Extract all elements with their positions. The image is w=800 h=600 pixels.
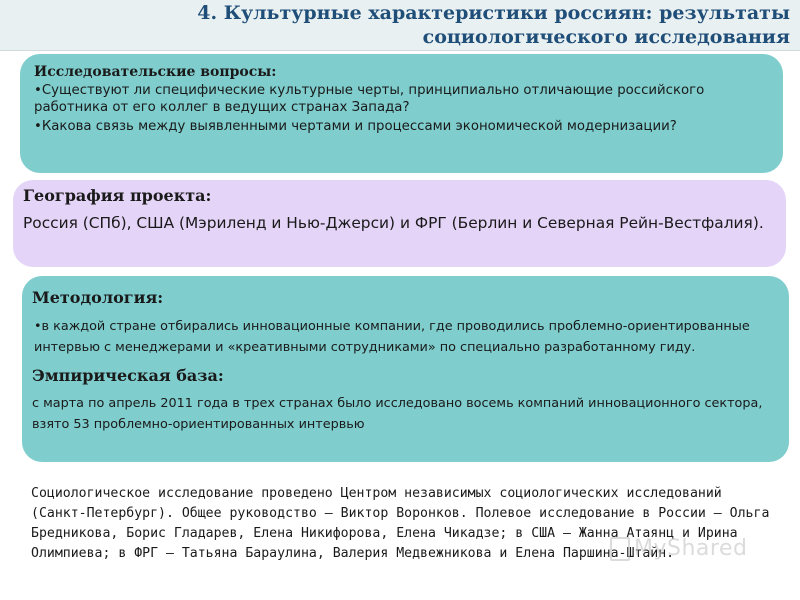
research-question-item: •Существуют ли специфические культурные черты, принципиально отличающие российского работника от его коллег в ведущих странах Запада? <box>34 83 705 115</box>
research-question-item: •Какова связь между выявленными чертами и процессами экономической модернизации? <box>34 119 677 134</box>
watermark-text: MyShared <box>634 536 748 561</box>
page-title <box>70 1 790 49</box>
empirical-text: с марта по апрель 2011 года в трех странах было исследовано восемь компаний инновационного сектора, взято 53 проблемно-ориентированных интервью <box>32 396 763 432</box>
methodology-heading: Методология: <box>32 288 164 307</box>
research-questions-box <box>20 54 783 173</box>
methodology-box <box>22 276 789 462</box>
title-line-2: социологического исследования <box>422 26 790 48</box>
watermark-logo-icon <box>610 537 630 561</box>
geography-box <box>13 180 786 267</box>
empirical-heading: Эмпирическая база: <box>32 366 224 385</box>
credits-text: Социологическое исследование проведено Центром независимых социологических исследований (Санкт-Петербург). Общее руководство – Виктор Воронков. Полевое исследование в России – Ольга Бредникова, Борис Гладарев, Елена Никифорова, Елена Чикадзе; в США – Жанна Атаянц и Ирина Олимпиева; в ФРГ – Татьяна Барaулина, Валерия Медвежникова и Елена Паршина-Штайн. <box>31 486 770 561</box>
watermark <box>610 536 747 561</box>
geography-heading: География проекта: <box>23 186 212 205</box>
research-questions-list <box>34 83 767 136</box>
title-line-1: 4. Культурные характеристики россиян: результаты <box>197 2 790 24</box>
methodology-text: •в каждой стране отбирались инновационные компании, где проводились проблемно-ориентированные интервью с менеджерами и «креативными сотрудниками» по специально разработанному гиду. <box>34 319 750 355</box>
geography-text: Россия (СПб), США (Мэриленд и Нью-Джерси) и ФРГ (Берлин и Северная Рейн-Вестфалия). <box>23 214 764 232</box>
research-questions-heading: Исследовательские вопросы: <box>34 64 277 80</box>
